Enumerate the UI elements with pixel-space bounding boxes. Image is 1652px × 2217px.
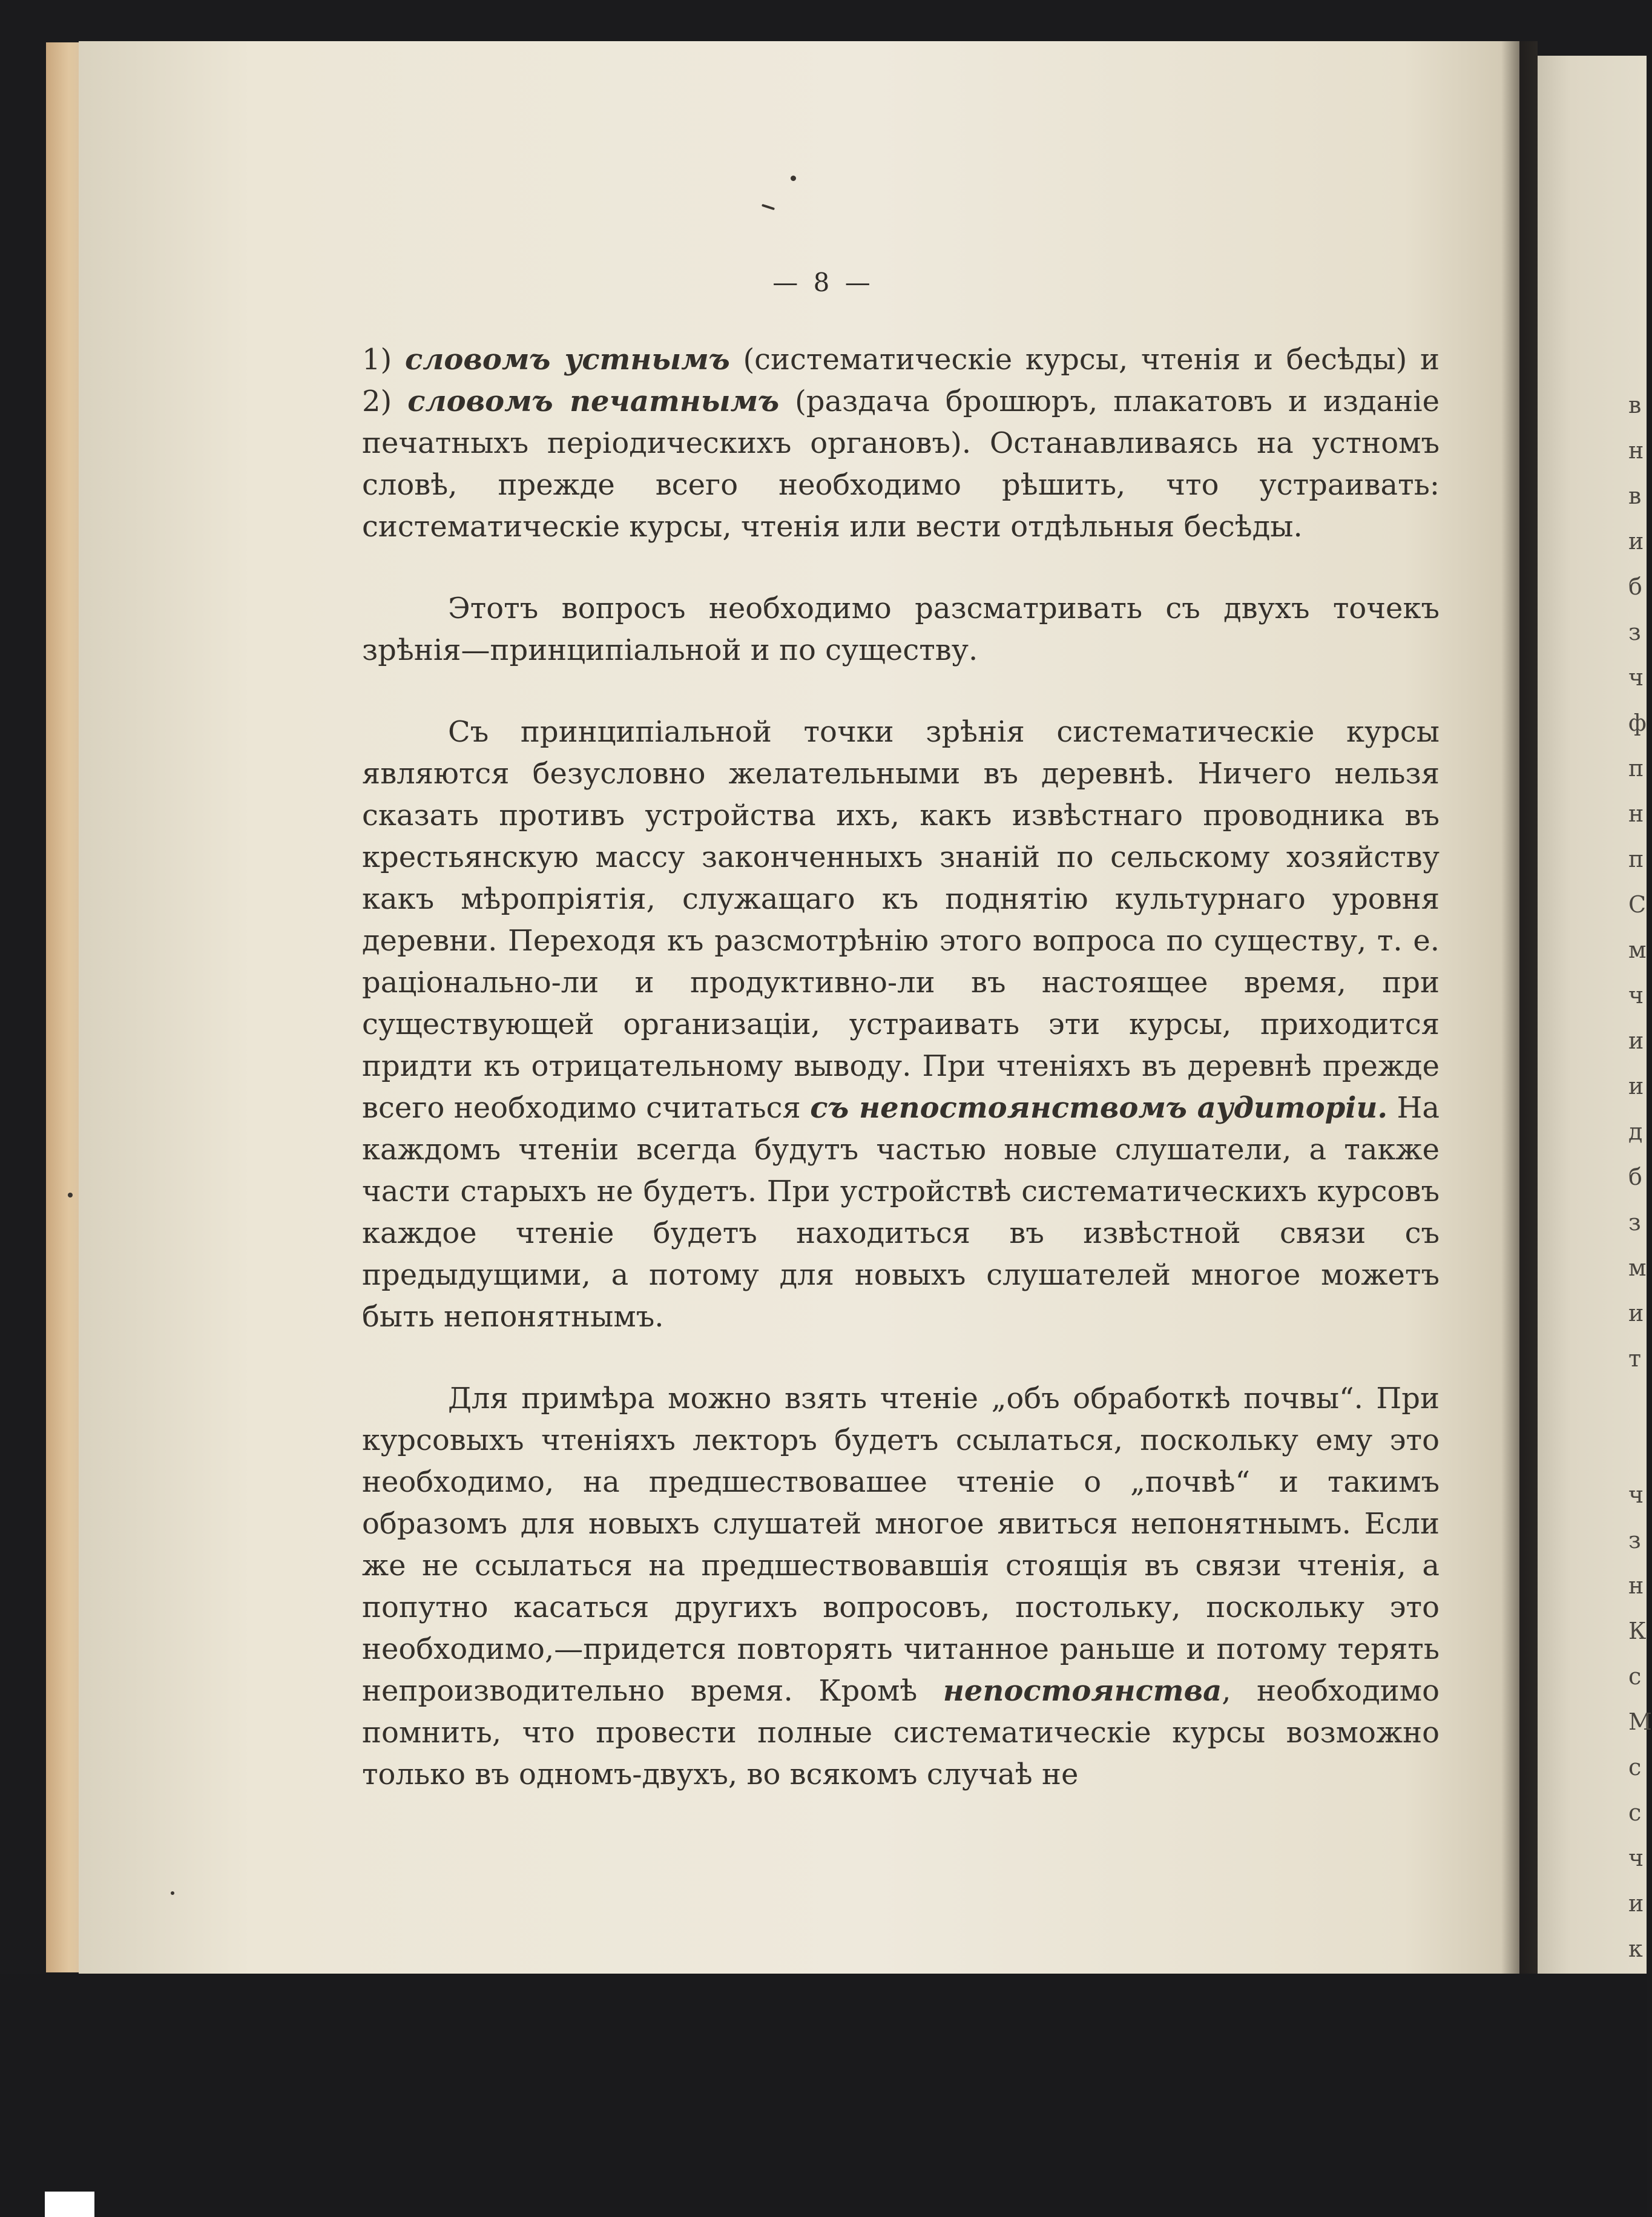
body-text bbox=[362, 339, 1440, 1796]
next-page-letter: к bbox=[1628, 1935, 1643, 1962]
text-run: Для примѣра можно взять чтеніе „объ обработкѣ почвы“. При курсовыхъ чтеніяхъ лекторъ будетъ ссылаться, поскольку ему это необходимо, на предшествовашее чтеніе о „почвѣ“ и такимъ образомъ для новыхъ слушатей многое явиться непонятнымъ. Если же не ссылаться на предшествовавшія стоящія въ связи чтенія, а попутно касаться другихъ вопросовъ, постольку, поскольку это необходимо,—придется повторять читанное раньше и потому терять непроизводительно время. Кромѣ bbox=[362, 1382, 1440, 1708]
next-page-letter: п bbox=[1628, 846, 1644, 872]
next-page-letter-column bbox=[1628, 383, 1652, 2063]
italic-phrase: словомъ печатнымъ bbox=[407, 384, 780, 418]
next-page-letter: и bbox=[1628, 1073, 1644, 1099]
scan-background bbox=[0, 1974, 1647, 2217]
scan-corner-marker bbox=[45, 2192, 94, 2217]
next-page-letter: з bbox=[1628, 619, 1641, 645]
paragraph-3 bbox=[362, 711, 1440, 1338]
next-page-letter: н bbox=[1628, 1572, 1644, 1599]
italic-phrase: непостоянства bbox=[943, 1674, 1222, 1708]
text-run: На каждомъ чтеніи всегда будутъ частью новые слушатели, а также части старыхъ не будетъ. При устройствѣ систематическихъ курсовъ каждое чтеніе будетъ находиться въ извѣстной связи съ предыдущими, а потому для новыхъ слушателей многое можетъ быть непонятнымъ. bbox=[362, 1091, 1440, 1334]
dust-speck bbox=[171, 1891, 174, 1895]
next-page-letter: ч bbox=[1628, 982, 1644, 1009]
next-page-letter: з bbox=[1628, 1527, 1641, 1553]
dust-speck bbox=[68, 1193, 73, 1197]
next-page-letter: и bbox=[1628, 1890, 1644, 1917]
next-page-edge bbox=[1538, 56, 1652, 1974]
next-page-letter: М bbox=[1628, 1708, 1652, 1735]
text-run: 1) bbox=[362, 343, 405, 377]
next-page-letter: б bbox=[1628, 1164, 1642, 1190]
next-page-letter: и bbox=[1628, 1027, 1644, 1054]
paragraph-4 bbox=[362, 1378, 1440, 1796]
next-page-letter bbox=[1628, 1382, 1652, 1427]
next-page-letter: с bbox=[1628, 1663, 1642, 1690]
next-page-letter: п bbox=[1628, 755, 1644, 782]
next-page-letter: ч bbox=[1628, 664, 1644, 691]
next-page-letter: ф bbox=[1628, 710, 1647, 736]
next-page-letter: и bbox=[1628, 1300, 1644, 1326]
next-page-letter: н bbox=[1628, 437, 1644, 464]
text-run: (раздача брошюръ, плакатовъ и изданіе печатныхъ періодическихъ органовъ). Останавливаясь на устномъ словѣ, прежде всего необходимо рѣшить, что устраивать: систематическіе курсы, чтенія или вести отдѣльныя бесѣды. bbox=[362, 384, 1440, 544]
paragraph-1 bbox=[362, 339, 1440, 548]
next-page-letter: м bbox=[1628, 937, 1647, 963]
text-run: (систематическіе курсы, чтенія и бесѣды) и 2) bbox=[362, 343, 1440, 418]
text-run: Этотъ вопросъ необходимо разсматривать съ двухъ точекъ зрѣнія—принципіальной и по существу. bbox=[362, 591, 1440, 667]
next-page-letter: т bbox=[1628, 1345, 1642, 1372]
next-page-letter: ч bbox=[1628, 1481, 1644, 1508]
next-page-letter: д bbox=[1628, 1118, 1643, 1145]
next-page-letter: С bbox=[1628, 891, 1647, 918]
next-page-letter: м bbox=[1628, 1254, 1647, 1281]
next-page-letter: ч bbox=[1628, 1845, 1644, 1871]
next-page-letter: н bbox=[1628, 800, 1644, 827]
next-page-letter: б bbox=[1628, 573, 1642, 600]
paragraph-2 bbox=[362, 588, 1440, 671]
next-page-letter: с bbox=[1628, 1799, 1642, 1826]
next-page-letter: с bbox=[1628, 1754, 1642, 1781]
dust-speck bbox=[791, 176, 796, 181]
next-page-letter: и bbox=[1628, 528, 1644, 555]
italic-phrase: съ непостоянствомъ аудиторіи. bbox=[810, 1091, 1388, 1125]
next-page-letter bbox=[1628, 1427, 1652, 1472]
next-page-letter: з bbox=[1628, 1209, 1641, 1236]
spine-shadow bbox=[1501, 41, 1538, 1974]
text-run: Съ принципіальной точки зрѣнія систематическіе курсы являются безусловно желательными въ деревнѣ. Ничего нельзя сказать противъ устройства ихъ, какъ извѣстнаго проводника въ крестьянскую массу законченныхъ знаній по сельскому хозяйству какъ мѣропріятія, служащаго къ поднятію культурнаго уровня деревни. Переходя къ разсмотрѣнію этого вопроса по существу, т. е. раціонально-ли и продуктивно-ли въ настоящее время, при существующей организаціи, устраивать эти курсы, приходится придти къ отрицательному выводу. При чтеніяхъ въ деревнѣ прежде всего необходимо считаться bbox=[362, 715, 1440, 1125]
next-page-letter: в bbox=[1628, 392, 1642, 418]
next-page-letter: в bbox=[1628, 483, 1642, 509]
page-number: — 8 — bbox=[772, 268, 874, 297]
text-run: , необходимо помнить, что провести полные систематическіе курсы возможно только въ одномъ-двухъ, во всякомъ случаѣ не bbox=[362, 1674, 1440, 1791]
italic-phrase: словомъ устнымъ bbox=[405, 343, 730, 377]
next-page-letter: К bbox=[1628, 1618, 1647, 1644]
